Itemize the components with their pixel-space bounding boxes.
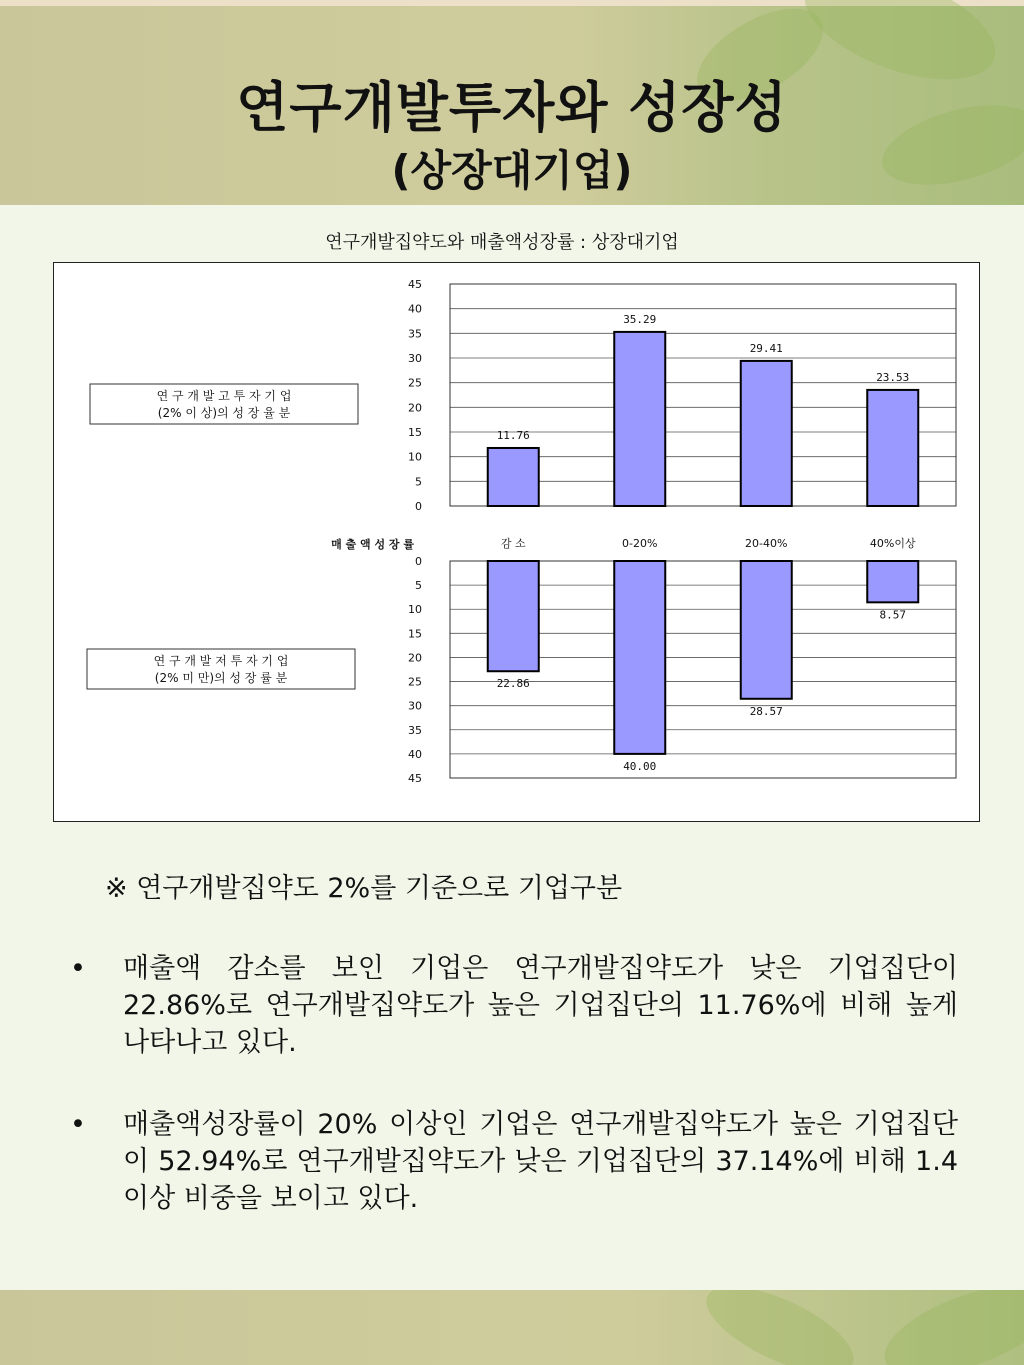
bullet-mark: • (70, 953, 86, 984)
data-label: 22.86 (496, 677, 530, 691)
category-label: 40%이상 (869, 537, 916, 550)
data-label: 29.41 (749, 341, 783, 355)
bar (867, 561, 918, 602)
legend-label: 연 구 개 발 고 투 자 기 업 (156, 389, 292, 403)
y-tick-label: 35 (408, 327, 422, 341)
bar (741, 361, 792, 506)
x-axis-title: 매 출 액 성 장 률 (331, 538, 414, 551)
bullet-text: 매출액성장률이 20% 이상인 기업은 연구개발집약도가 높은 기업집단이 52.94%로 연구개발집약도가 낮은 기업집단의 37.14%에 비해 1.4이상 비중을 보이고 있다. (123, 1109, 958, 1214)
chart-frame (53, 262, 980, 822)
bar (614, 332, 665, 506)
leaf-decoration (695, 1290, 865, 1365)
data-label: 40.00 (623, 759, 657, 773)
y-tick-label: 20 (408, 401, 422, 415)
y-tick-label: 0 (415, 555, 422, 568)
bullet-item (70, 1106, 958, 1217)
y-tick-label: 45 (408, 278, 422, 291)
criteria-note: ※ 연구개발집약도 2%를 기준으로 기업구분 (105, 873, 623, 904)
y-tick-label: 20 (408, 651, 422, 665)
legend-label: (2% 미 만)의 성 장 률 분 (154, 671, 288, 685)
bar (488, 561, 539, 671)
y-tick-label: 35 (408, 723, 422, 737)
bullet-item (70, 950, 958, 1061)
footer-band (0, 1290, 1024, 1365)
bar (741, 561, 792, 699)
y-tick-label: 0 (415, 500, 422, 513)
y-tick-label: 25 (408, 376, 422, 390)
data-label: 23.53 (876, 370, 910, 384)
bar (488, 448, 539, 506)
y-tick-label: 10 (408, 603, 422, 617)
leaf-decoration (873, 1290, 1024, 1365)
y-tick-label: 15 (408, 426, 422, 439)
y-tick-label: 5 (415, 475, 422, 489)
y-tick-label: 30 (408, 352, 422, 365)
bar-chart (54, 263, 979, 821)
bar (614, 561, 665, 754)
bullet-text: 매출액 감소를 보인 기업은 연구개발집약도가 낮은 기업집단이 22.86%로 연구개발집약도가 높은 기업집단의 11.76%에 비해 높게 나타나고 있다. (123, 953, 958, 1058)
bullet-list (70, 950, 958, 1262)
legend-label: 연 구 개 발 저 투 자 기 업 (153, 654, 289, 668)
data-label: 8.57 (879, 608, 906, 622)
y-tick-label: 30 (408, 699, 422, 713)
bar (867, 390, 918, 506)
page-title: 연구개발투자와 성장성 (236, 76, 788, 139)
category-label: 감 소 (500, 537, 526, 550)
category-label: 0-20% (622, 537, 658, 550)
bullet-mark: • (70, 1109, 86, 1140)
y-tick-label: 45 (408, 772, 422, 785)
y-tick-label: 40 (408, 747, 422, 761)
data-label: 28.57 (749, 704, 783, 718)
chart-title: 연구개발집약도와 매출액성장률 : 상장대기업 (325, 232, 679, 253)
y-tick-label: 5 (415, 579, 422, 593)
y-tick-label: 10 (408, 450, 422, 464)
y-tick-label: 25 (408, 675, 422, 689)
data-label: 35.29 (623, 312, 657, 326)
legend-label: (2% 이 상)의 성 장 율 분 (157, 406, 291, 420)
page-subtitle: (상장대기업) (391, 146, 633, 195)
category-label: 20-40% (745, 537, 788, 550)
y-tick-label: 15 (408, 627, 422, 641)
data-label: 11.76 (496, 428, 530, 442)
y-tick-label: 40 (408, 302, 422, 316)
